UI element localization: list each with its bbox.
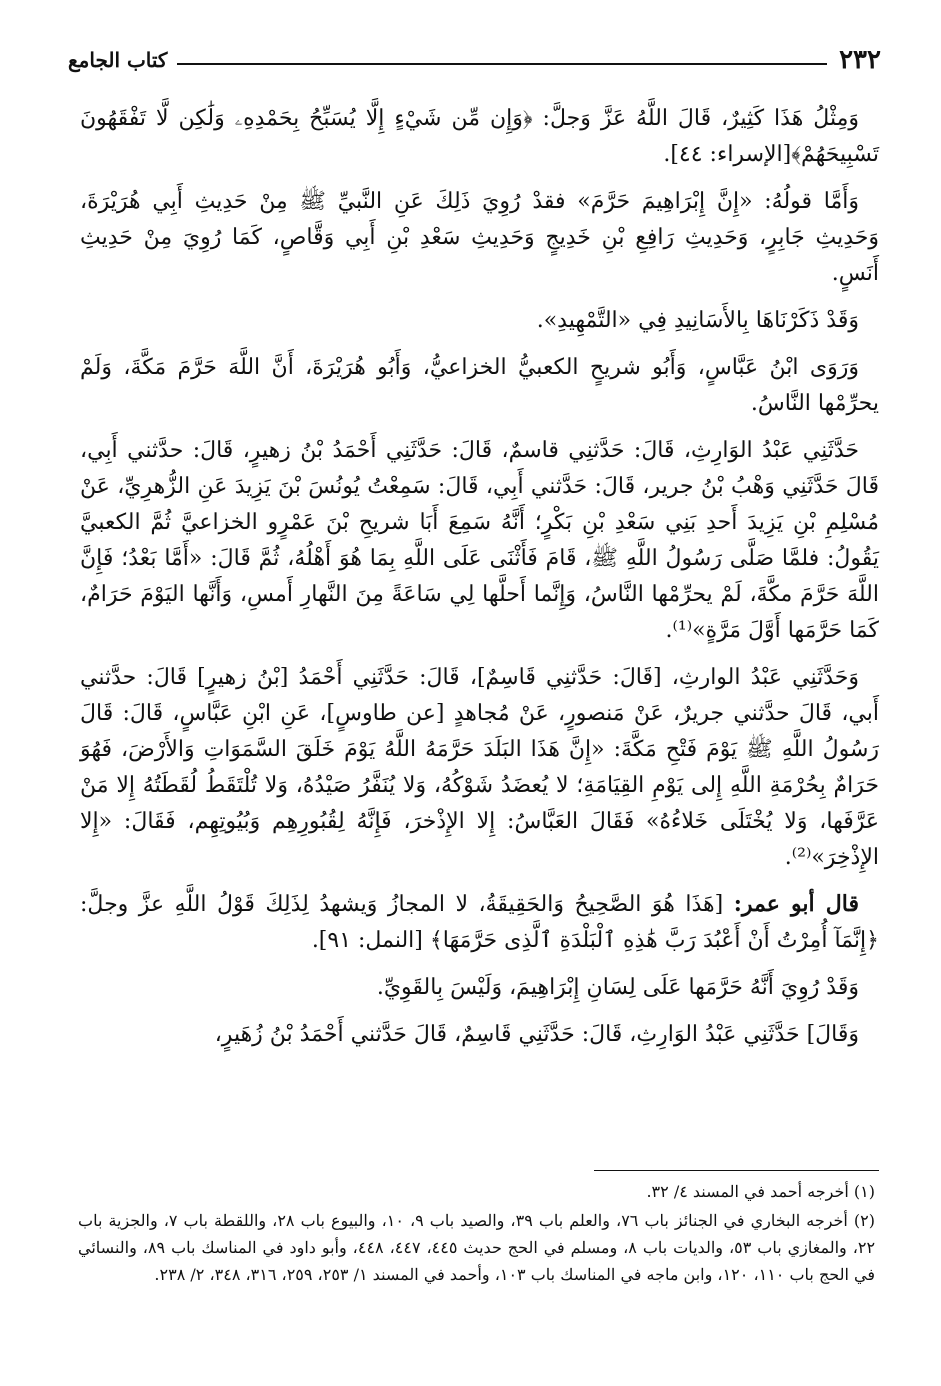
paragraph: وَحَدَّثَنِي عَبْدُ الوارثِ، [قَالَ: حَدَّثنِي قَاسِمٌ]، قَالَ: حَدَّثَنِي أَحْمَدُ [بْنُ زهيرٍ] قَالَ: حدَّثني أَبي، قَالَ حدَّثني جريرٌ، عَنْ مَنصورٍ، عَنْ مُجاهدٍ [عن طاوسٍ]، عَنِ ابْنِ عَبَّاسٍ، قَالَ: قَالَ رَسُولُ اللَّهِ ﷺ يَوْمَ فَتْحِ مَكَّةَ: «إِنَّ هَذَا البَلَدَ حَرَّمَهُ اللَّهُ يَوْمَ خَلَقَ السَّمَوَاتِ وَالأَرْضَ، فَهُوَ حَرَامٌ بِحُرْمَةِ اللَّهِ إِلى يَوْمِ القِيَامَةِ؛ لا يُعضَدُ شَوْكُهُ، وَلا يُنَفَّرُ صَيْدُهُ، وَلا تُلْتَقَطُ لُقَطَتُهُ إِلا مَنْ عَرَّفَها، وَلا يُخْتَلَى خَلاءُهُ» فَقَالَ العَبَّاسُ: إِلا الإِذْخرَ، فَإِنَّهُ لِقُبُورِهِم وَبُيُوتِهِم، فَقَالَ: «إِلا الإِذْخِرَ»⁽²⁾.	[80, 665, 879, 870]
book-title: كتاب الجامع	[68, 48, 168, 72]
footnotes	[78, 1178, 875, 1290]
footnote-separator	[594, 1170, 879, 1171]
paragraph: وَمِثْلُ هَذَا كَثِيرٌ، قَالَ اللَّهُ عَزَّ وَجلَّ: ﴿وَإِن مِّن شَيْءٍ إِلَّا يُسَبِّحُ بِحَمْدِهِۦ وَلَٰكِن لَّا تَفْقَهُونَ تَسْبِيحَهُمْ﴾[الإسراء: ٤٤].	[80, 106, 879, 167]
header-rule	[177, 63, 827, 65]
paragraph: وَأَمَّا قولُهُ: «إِنَّ إِبْرَاهِيمَ حَرَّمَ» فقدْ رُوِيَ ذَلِكَ عَنِ النَّبيِّ ﷺ مِنْ حَدِيثِ أَبِي هُرَيْرَةَ، وَحَدِيثِ جَابِرٍ، وَحَدِيثِ رَافِعِ بْنِ خَدِيجٍ وَحَدِيثِ سَعْدِ بْنِ أَبِي وَقَّاصٍ، كَمَا رُوِيَ مِنْ حَدِيثِ أَنَسٍ.	[80, 189, 879, 286]
page-number: ٢٣٢	[839, 45, 881, 75]
paragraph: وَرَوَى ابْنُ عَبَّاسٍ، وَأَبُو شريحٍ الكعبيُّ الخزاعيُّ، وَأَبُو هُرَيْرَةَ، أَنَّ اللَّهَ حَرَّمَ مَكَّةَ، وَلَمْ يحرِّمْها النَّاسُ.	[80, 355, 879, 416]
main-text	[80, 100, 879, 1063]
running-header	[68, 40, 881, 80]
footnote: (١) أخرجه أحمد في المسند ٤/ ٣٢.	[646, 1182, 875, 1201]
paragraph: قال أبو عمر: [هَذَا هُوَ الصَّحِيحُ وَالحَقِيقَةُ، لا المجازُ وَيشهدُ لِذَلِكَ قَوْلُ اللَّهِ عزَّ وجلَّ: ﴿إِنَّمَآ أُمِرْتُ أَنْ أَعْبُدَ رَبَّ هَٰذِهِ ٱلْبَلْدَةِ ٱلَّذِى حَرَّمَهَا﴾ [النمل: ٩١].	[80, 891, 879, 953]
footnote: (٢) أخرجه البخاري في الجنائز باب ٧٦، والعلم باب ٣٩، والصيد باب ٩، ١٠، والبيوع باب ٢٨، واللقطة باب ٧، والجزية باب ٢٢، والمغازي باب ٥٣، والديات باب ٨، ومسلم في الحج حديث ٤٤٥، ٤٤٧، ٤٤٨، وأبو داود في المناسك باب ٨٩، والنسائي في الحج باب ١١٠، ١٢٠، وابن ماجه في المناسك باب ١٠٣، وأحمد في المسند ١/ ٢٥٣، ٢٥٩، ٣١٦، ٣٤٨، ٢/ ٢٣٨.	[78, 1211, 876, 1284]
paragraph: وَقَدْ ذَكَرْنَاهَا بِالأَسَانِيدِ فِي «التَّمْهِيدِ».	[536, 308, 859, 333]
paragraph: وَقَالَ] حَدَّثَنِي عَبْدُ الوَارِثِ، قَالَ: حَدَّثَنِي قَاسِمٌ، قَالَ حَدَّثني أَحْمَدُ بْنُ زُهَيرٍ،	[214, 1022, 859, 1047]
paragraph: وَقَدْ رُوِيَ أَنَّهُ حَرَّمَها عَلَى لِسَانِ إِبْرَاهِيمَ، وَلَيْسَ بِالقَوِيِّ.	[376, 975, 859, 1000]
paragraph: حَدَّثَنِي عَبْدُ الوَارِثِ، قَالَ: حَدَّثنِي قاسمٌ، قَالَ: حَدَّثَنِي أَحْمَدُ بْنُ زهيرٍ، قَالَ: حدَّثني أَبِي، قَالَ حَدَّثَنِي وَهْبُ بْنُ جرير، قَالَ: حَدَّثني أَبِي، قَالَ: سَمِعْتُ يُونُسَ بْنَ يَزِيدَ عَنِ الزُّهرِيِّ، عَنْ مُسْلِمِ بْنِ يَزِيدَ أَحدِ بَنِي سَعْدِ بْنِ بَكْرٍ؛ أَنَّهُ سَمِعَ أَبَا شريحِ بْنَ عَمْرٍو الخزاعيَّ ثُمَّ الكعبيَّ يَقُولُ: فلمَّا صَلَّى رَسُولُ اللَّهِ ﷺ، قَامَ فَأَثْنَى عَلَى اللَّهِ بِمَا هُوَ أَهْلُهُ، ثُمَّ قَالَ: «أَمَّا بَعْدُ؛ فَإِنَّ اللَّهَ حَرَّمَ مكَّةَ، لَمْ يحرِّمْها النَّاسُ، وَإِنَّما أَحلَّها لِي سَاعَةً مِنَ النَّهارِ أَمسِ، وَأَنَّها اليَوْمَ حَرَامٌ، كَمَا حَرَّمَها أَوَّلَ مَرَّةٍ»⁽¹⁾.	[80, 438, 880, 643]
speaker-label: قال أبو عمر:	[733, 891, 859, 917]
